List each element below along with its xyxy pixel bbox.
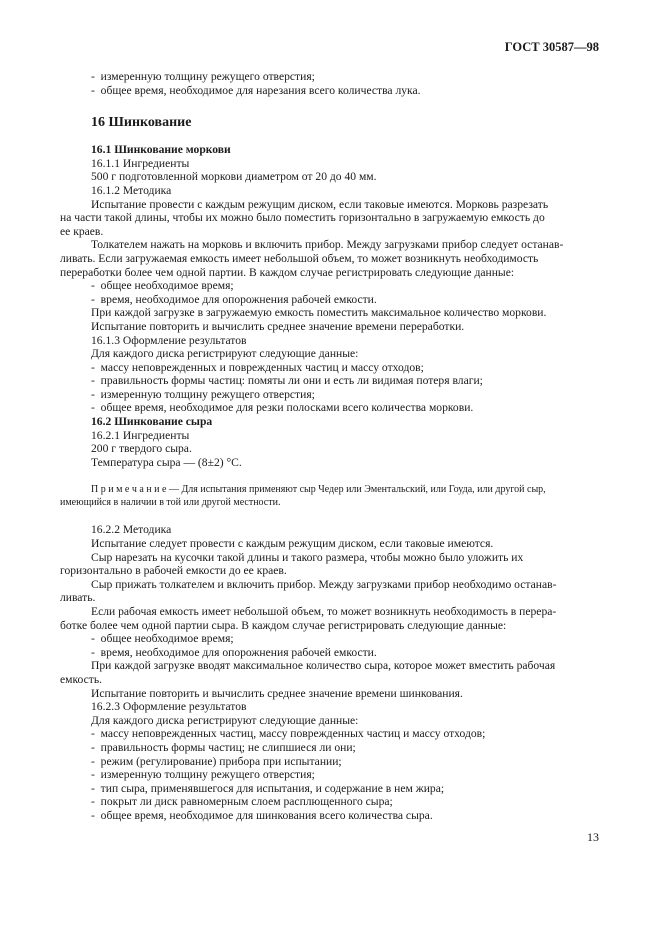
paragraph-line: переработки более чем одной партии. В каждом случае регистрировать следующие данные: (60, 265, 515, 279)
paragraph-line: Температура сыра — (8±2) °С. (91, 455, 242, 469)
paragraph-line: 500 г подготовленной моркови диаметром от 20 до 40 мм. (91, 170, 377, 184)
section-heading-16: 16 Шинкование (91, 115, 192, 131)
page-body (60, 70, 599, 823)
list-item: - общее время, необходимое для шинкования всего количества сыра. (91, 809, 599, 823)
list-item: - измеренную толщину режущего отверстия; (91, 768, 599, 782)
paragraph-line: Толкателем нажать на морковь и включить прибор. Между загрузками прибор следует останав- (91, 238, 564, 252)
list-item: - время, необходимое для опорожнения рабочей емкости. (91, 646, 599, 660)
list-item: - измеренную толщину режущего отверстия; (91, 70, 599, 84)
list-item: - тип сыра, применявшегося для испытания, и содержание в нем жира; (91, 782, 599, 796)
paragraph-line: При каждой загрузке вводят максимальное количество сыра, которое может вместить рабочая (91, 659, 556, 673)
paragraph-line: Испытание следует провести с каждым режущим диском, если таковые имеются. (91, 537, 494, 551)
list-item: - общее время, необходимое для резки полосками всего количества моркови. (91, 401, 599, 415)
note-line: имеющийся в наличии в той или другой местности. (60, 497, 281, 509)
paragraph-line: Для каждого диска регистрируют следующие данные: (91, 713, 359, 727)
subsection-heading-16-2: 16.2 Шинкование сыра (91, 415, 213, 429)
paragraph-line: ботке более чем одной партии сыра. В каждом случае регистрировать следующие данные: (60, 618, 507, 632)
list-item: - время, необходимое для опорожнения рабочей емкости. (91, 293, 599, 307)
paragraph-line: ливать. Если загружаемая емкость имеет небольшой объем, то может возникнуть необходимость (60, 251, 539, 265)
clause-16-1-2: 16.1.2 Методика (91, 183, 172, 197)
paragraph-line: Если рабочая емкость имеет небольшой объем, то может возникнуть необходимость в перера- (91, 605, 557, 618)
paragraph-line: Сыр прижать толкателем и включить прибор. Между загрузками прибор необходимо останав- (91, 577, 557, 591)
paragraph-line: Испытание повторить и вычислить среднее значение времени переработки. (91, 319, 465, 333)
paragraph-line: 200 г твердого сыра. (91, 442, 192, 456)
list-item: - общее время, необходимое для нарезания всего количества лука. (91, 84, 599, 98)
paragraph-line: ее краев. (60, 224, 104, 238)
list-item: - режим (регулирование) прибора при испытании; (91, 755, 599, 769)
paragraph-line: на части такой длины, чтобы их можно было поместить горизонтально в загружаемую емкость до (60, 211, 545, 225)
clause-16-1-1: 16.1.1 Ингредиенты (91, 156, 190, 170)
list-item: - общее необходимое время; (91, 632, 599, 646)
list-item: - массу неповрежденных частиц, массу поврежденных частиц и массу отходов; (91, 727, 599, 741)
subsection-heading-16-1: 16.1 Шинкование моркови (91, 143, 231, 157)
clause-16-1-3: 16.1.3 Оформление результатов (91, 333, 247, 347)
list-item: - общее необходимое время; (91, 279, 599, 293)
paragraph-line: емкость. (60, 672, 103, 686)
paragraph-line: При каждой загрузке в загружаемую емкость поместить максимальное количество моркови. (91, 306, 547, 320)
list-item: - массу неповрежденных и поврежденных частиц и массу отходов; (91, 361, 599, 375)
standard-header: ГОСТ 30587—98 (504, 40, 599, 54)
paragraph-line: Для каждого диска регистрируют следующие данные: (91, 347, 359, 361)
clause-16-2-2: 16.2.2 Методика (91, 523, 172, 537)
list-item: - правильность формы частиц; не слипшиеся ли они; (91, 741, 599, 755)
list-item: - покрыт ли диск равномерным слоем расплющенного сыра; (91, 795, 599, 809)
paragraph-line: ливать. (60, 591, 96, 605)
paragraph-line: горизонтально в рабочей емкости до ее краев. (60, 564, 287, 578)
list-item: - измеренную толщину режущего отверстия; (91, 388, 599, 402)
clause-16-2-1: 16.2.1 Ингредиенты (91, 428, 190, 442)
note-line: П р и м е ч а н и е — Для испытания применяют сыр Чедер или Эментальский, или Гоуда, или другой сыр, (91, 484, 546, 496)
clause-16-2-3: 16.2.3 Оформление результатов (91, 700, 247, 714)
paragraph-line: Испытание повторить и вычислить среднее значение времени шинкования. (91, 686, 463, 700)
paragraph-line: Сыр нарезать на кусочки такой длины и такого размера, чтобы можно было уложить их (91, 550, 524, 564)
paragraph-line: Испытание провести с каждым режущим диском, если таковые имеются. Морковь разрезать (91, 197, 549, 211)
list-item: - правильность формы частиц: помяты ли они и есть ли видимая потеря влаги; (91, 374, 599, 388)
page-number: 13 (587, 830, 599, 844)
